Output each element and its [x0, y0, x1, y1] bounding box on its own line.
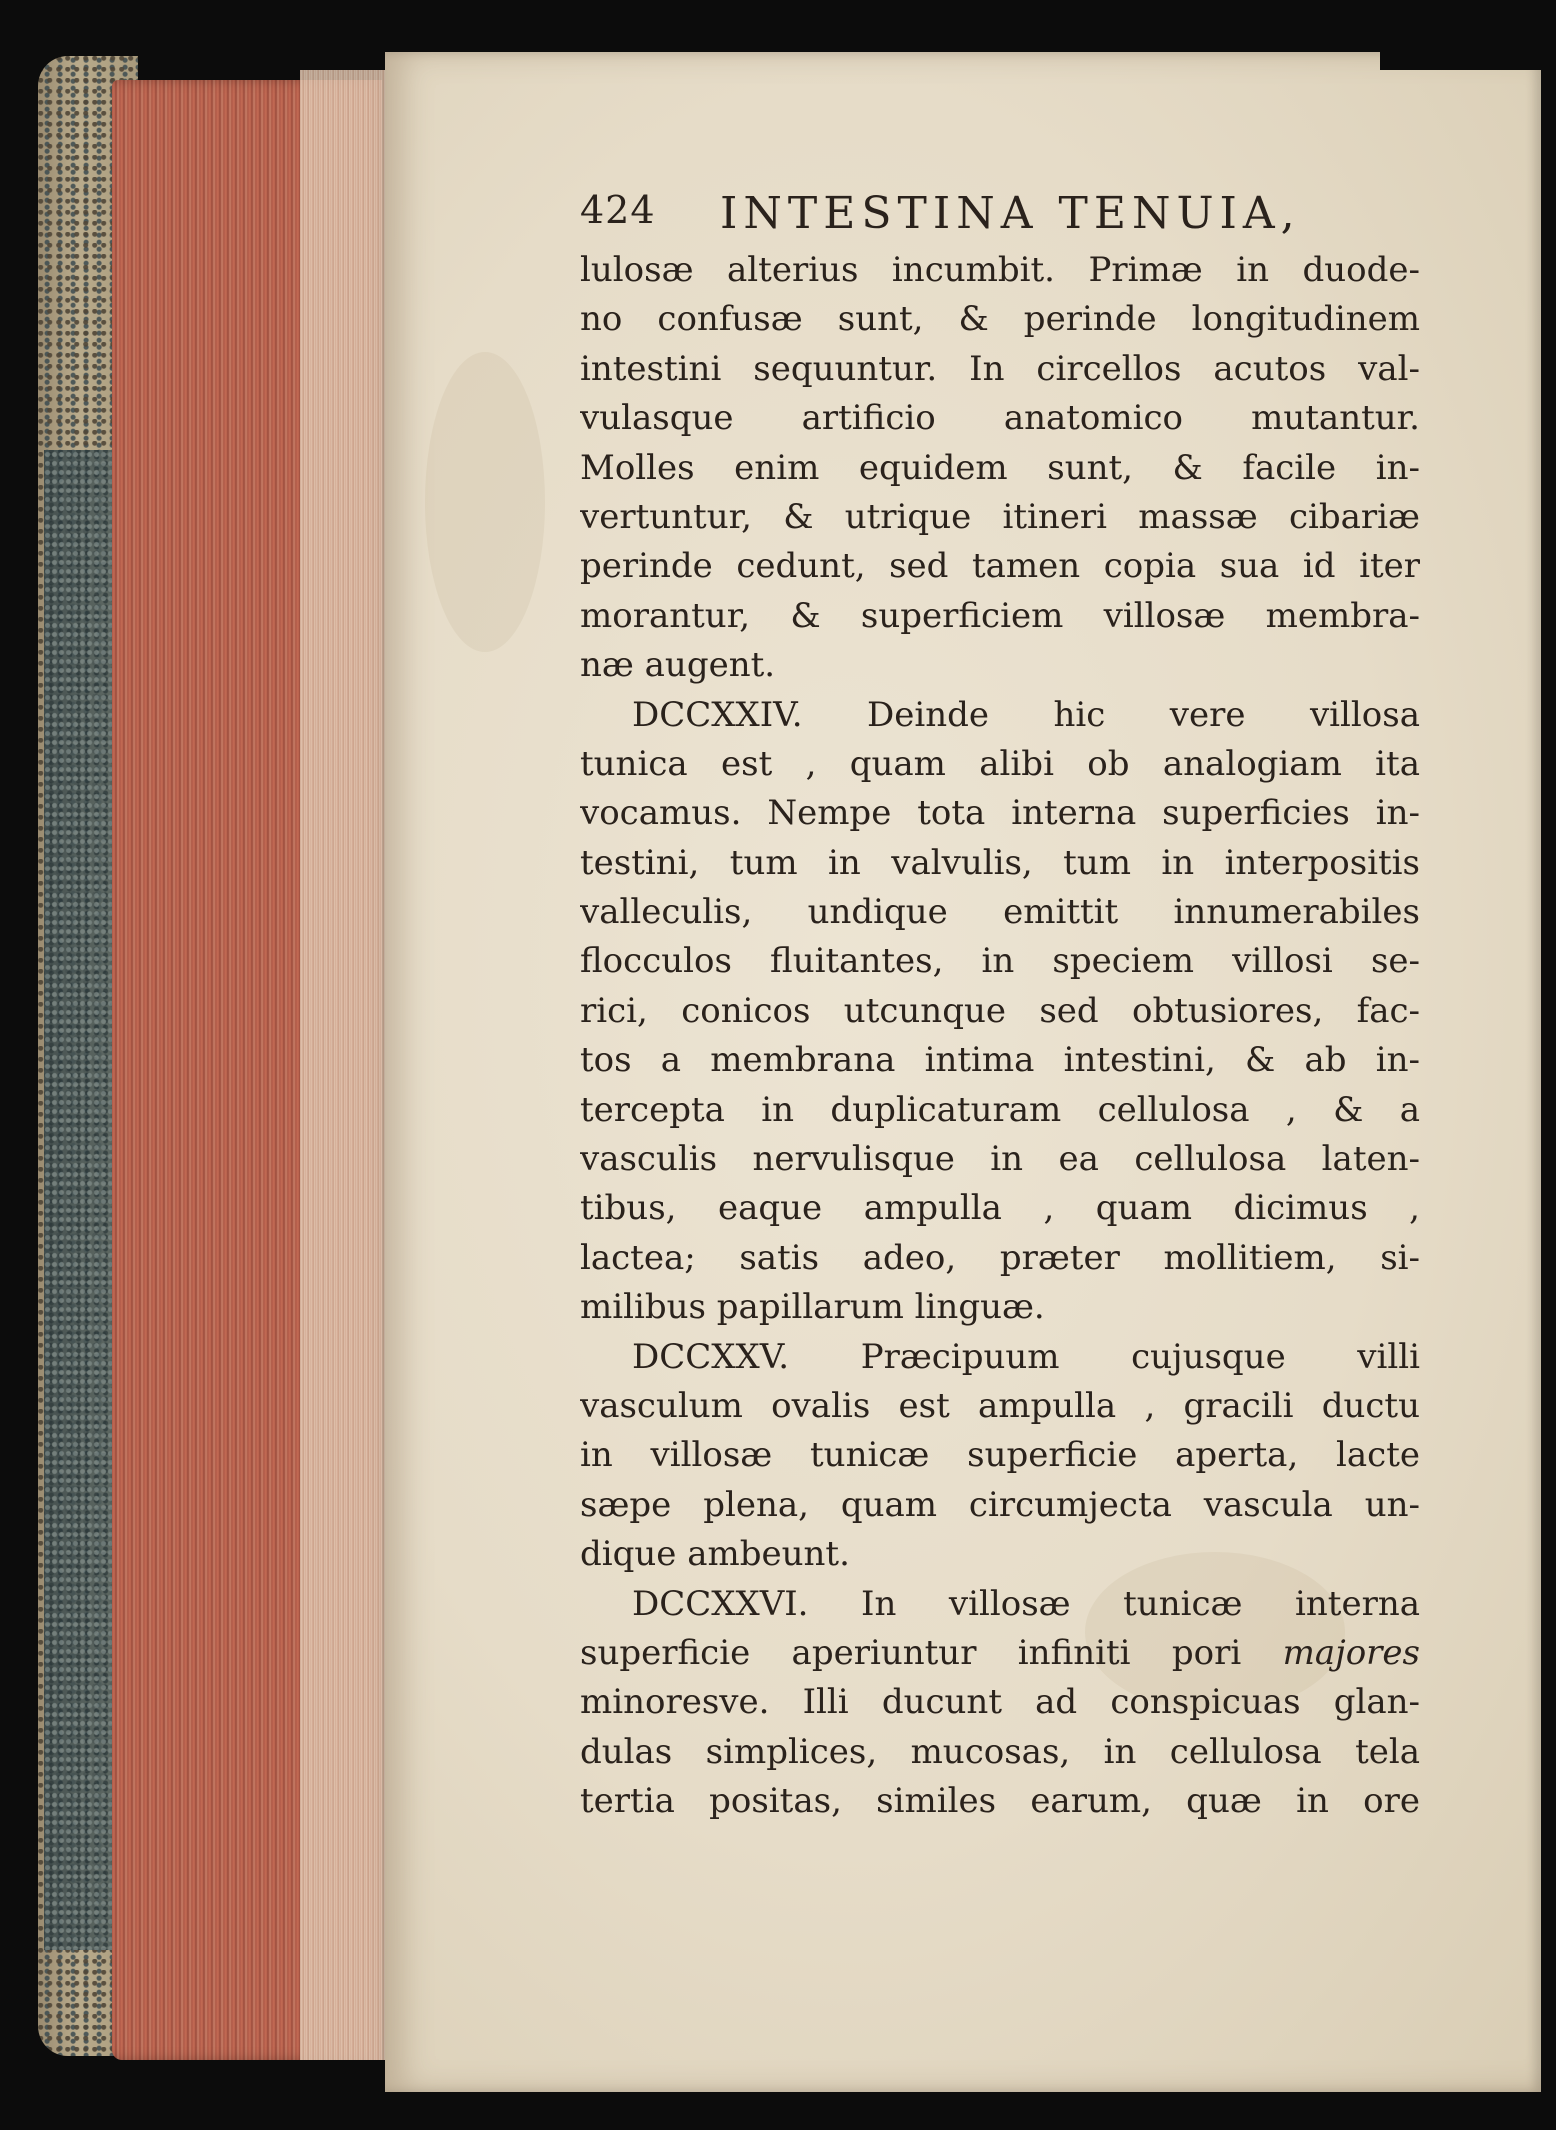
text-line: vulasque artificio anatomico mutantur.	[580, 398, 1420, 439]
text-line: in villosæ tunicæ superficie aperta, lacte	[580, 1435, 1420, 1476]
text-line: lactea; satis adeo, præter mollitiem, si-	[580, 1237, 1420, 1278]
text-line	[580, 1629, 1420, 1678]
page-text	[580, 188, 1420, 1827]
text-line: dique ambeunt.	[580, 1534, 850, 1575]
text-line: flocculos fluitantes, in speciem villosi se-	[580, 941, 1420, 982]
text-line: rici, conicos utcunque sed obtusiores, fac-	[580, 990, 1420, 1031]
text-line: testini, tum in valvulis, tum in interpositis	[580, 842, 1420, 883]
text-line: dulas simplices, mucosas, in cellulosa tela	[580, 1731, 1420, 1772]
text-line: tos a membrana intima intestini, & ab in-	[580, 1040, 1420, 1081]
text-line: tertia positas, similes earum, quæ in ore	[580, 1781, 1420, 1822]
text-line: perinde cedunt, sed tamen copia sua id iter	[580, 546, 1420, 587]
text-line-start: superficie aperiuntur infiniti pori	[580, 1632, 1242, 1673]
text-line: vocamus. Nempe tota interna superficies in-	[580, 793, 1420, 834]
text-line: vertuntur, & utrique itineri massæ cibariæ	[580, 496, 1420, 537]
section-heading-line: DCCXXVI. In villosæ tunicæ interna	[632, 1583, 1420, 1624]
running-head: INTESTINA TENUIA,	[720, 188, 1301, 239]
section-heading-line: DCCXXIV. Deinde hic vere villosa	[632, 694, 1420, 735]
marbled-cover-pattern	[44, 450, 114, 1950]
page-header	[580, 188, 1420, 246]
text-line: vasculum ovalis est ampulla , gracili ductu	[580, 1385, 1420, 1426]
background-corner	[1380, 40, 1556, 70]
section-heading-line: DCCXXV. Præcipuum cujusque villi	[632, 1336, 1420, 1377]
text-line: næ augent.	[580, 645, 776, 686]
text-line: Molles enim equidem sunt, & facile in-	[580, 447, 1420, 488]
text-line: tercepta in duplicaturam cellulosa , & a	[580, 1089, 1420, 1130]
text-line: tunica est , quam alibi ob analogiam ita	[580, 743, 1420, 784]
text-line: vasculis nervulisque in ea cellulosa laten-	[580, 1139, 1420, 1180]
text-line: sæpe plena, quam circumjecta vascula un-	[580, 1484, 1420, 1525]
text-line: morantur, & superficiem villosæ membra-	[580, 595, 1420, 636]
text-line: valleculis, undique emittit innumerabiles	[580, 892, 1420, 933]
page-number: 424	[580, 188, 656, 232]
text-line: minoresve. Illi ducunt ad conspicuas glan-	[580, 1682, 1420, 1723]
italic-word: majores	[1282, 1632, 1420, 1673]
text-line: no confusæ sunt, & perinde longitudinem	[580, 299, 1420, 340]
text-line: lulosæ alterius incumbit. Primæ in duode-	[580, 250, 1420, 290]
text-line: tibus, eaque ampulla , quam dicimus ,	[580, 1188, 1420, 1229]
text-line: intestini sequuntur. In circellos acutos val-	[580, 348, 1420, 389]
page-stain	[425, 352, 545, 652]
page-block-light-edge	[300, 70, 392, 2060]
text-line: milibus papillarum linguæ.	[580, 1287, 1045, 1328]
